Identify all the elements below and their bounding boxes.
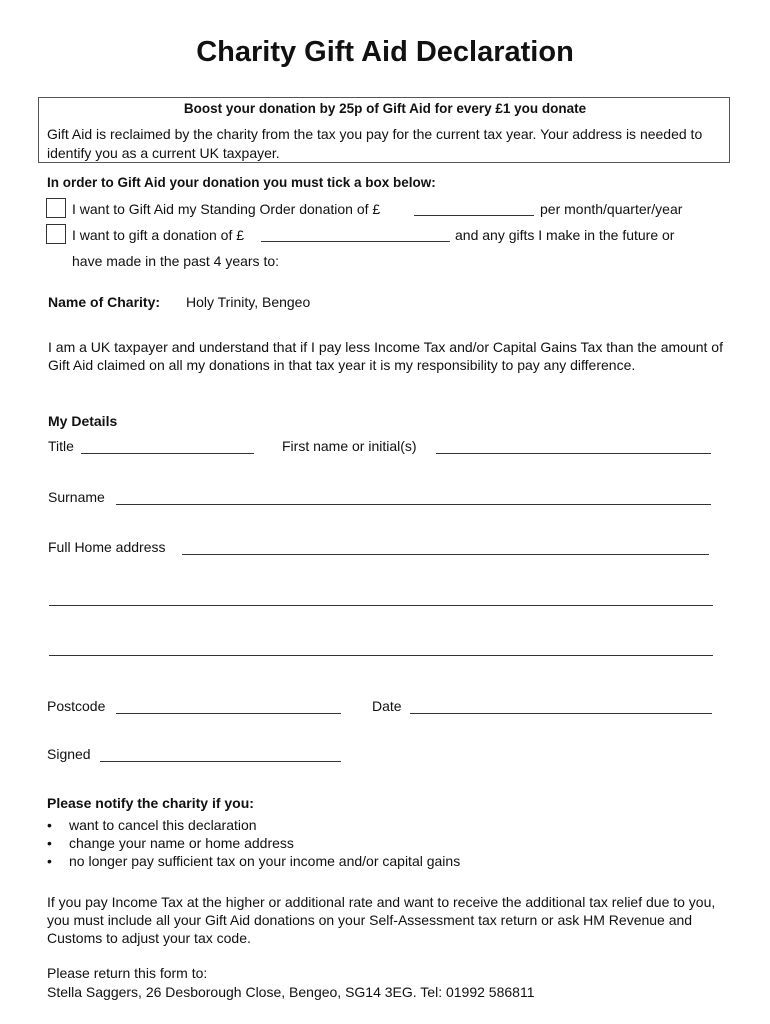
my-details-heading: My Details [48,413,118,429]
charity-name: Holy Trinity, Bengeo [186,294,311,310]
address-field-line-2[interactable] [49,605,713,606]
address-field-line-3[interactable] [49,655,713,656]
higher-rate-note: If you pay Income Tax at the higher or additional rate and want to receive the additional tax relief due to you, you must include all your Gift Aid donations on your Self-Assessment tax return or ask HM Revenue and Customs to adjust your tax code. [47,894,716,946]
signature-field[interactable] [100,761,341,762]
notify-heading: Please notify the charity if you: [47,795,254,811]
signed-label: Signed [47,746,91,762]
address-field-line-1[interactable] [182,554,709,555]
first-name-label: First name or initial(s) [282,438,417,454]
gift-donation-continuation: have made in the past 4 years to: [72,253,280,269]
intro-box [38,97,730,163]
return-address: Stella Saggers, 26 Desborough Close, Bengeo, SG14 3EG. Tel: 01992 586811 [47,984,535,1000]
title-label: Title [48,438,74,454]
surname-field[interactable] [116,504,711,505]
intro-heading: Boost your donation by 25p of Gift Aid for every £1 you donate [183,101,587,116]
notify-list [46,816,460,870]
standing-order-amount-field[interactable] [414,215,534,216]
date-label: Date [372,698,402,714]
taxpayer-statement: I am a UK taxpayer and understand that if I pay less Income Tax and/or Capital Gains Tax than the amount of Gift Aid claimed on all my donations in that tax year it is my responsibility to pay any difference. [48,339,723,373]
tick-heading: In order to Gift Aid your donation you must tick a box below: [47,175,436,190]
standing-order-checkbox[interactable] [46,198,66,218]
first-name-field[interactable] [436,453,711,454]
standing-order-label: I want to Gift Aid my Standing Order donation of £ [72,201,381,217]
intro-body: Gift Aid is reclaimed by the charity from the tax you pay for the current tax year. Your address is needed to identify you as a current UK taxpayer. [47,126,703,161]
postcode-field[interactable] [116,713,341,714]
charity-label: Name of Charity: [48,294,161,310]
surname-label: Surname [48,489,105,505]
gift-donation-label: I want to gift a donation of £ [72,227,245,243]
list-item: • want to cancel this declaration [46,816,460,834]
gift-amount-field[interactable] [261,241,450,242]
list-item: • no longer pay sufficient tax on your income and/or capital gains [46,852,460,870]
title-field[interactable] [81,453,254,454]
address-label: Full Home address [48,539,166,555]
gift-donation-suffix: and any gifts I make in the future or [455,227,675,243]
gift-donation-checkbox[interactable] [46,224,66,244]
date-field[interactable] [410,713,712,714]
list-item: • change your name or home address [46,834,460,852]
postcode-label: Postcode [47,698,106,714]
standing-order-suffix: per month/quarter/year [540,201,683,217]
return-label: Please return this form to: [47,965,208,981]
page-title: Charity Gift Aid Declaration [196,36,574,68]
